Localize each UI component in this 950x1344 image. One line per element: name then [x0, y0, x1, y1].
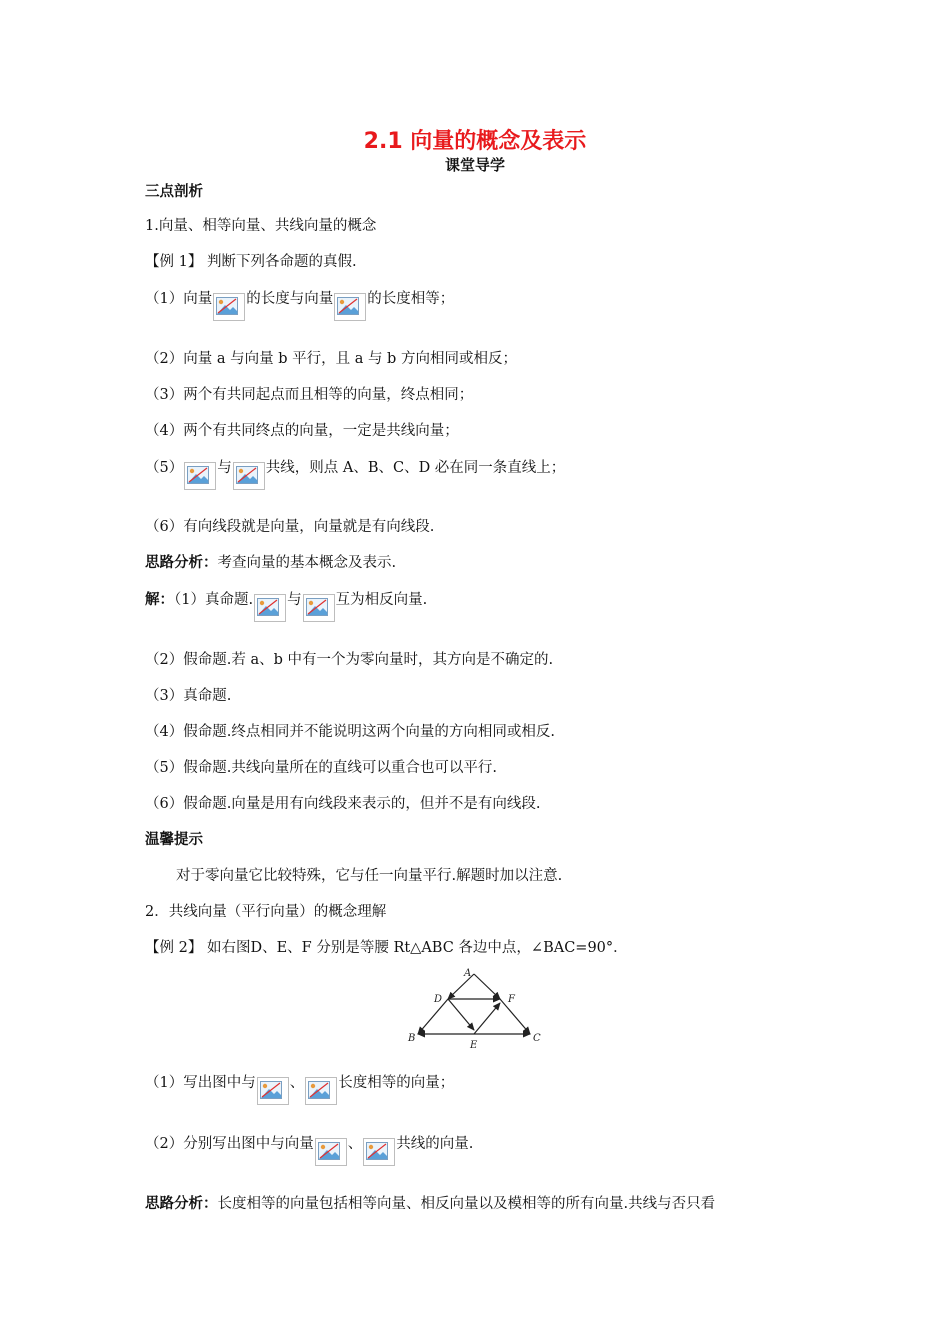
solution-label: 解： — [145, 592, 174, 608]
s1-text-c: 互为相反向量. — [335, 592, 428, 608]
example-1-label: 【例 1】 — [145, 254, 203, 270]
example-2-text: 如右图D、E、F 分别是等腰 Rt△ABC 各边中点，∠BAC=90°． — [202, 940, 628, 956]
ex2-question-2 — [145, 1132, 473, 1166]
ex2-q1-text-a: （1）写出图中与 — [145, 1075, 256, 1091]
vector-AF — [474, 974, 500, 999]
solution-6: （6）假命题.向量是用有向线段来表示的，但并不是有向线段. — [145, 796, 541, 812]
ex2-question-1 — [145, 1071, 454, 1105]
analysis-1 — [145, 551, 396, 572]
tip-text: 对于零向量它比较特殊，它与任一向量平行.解题时加以注意. — [176, 868, 563, 884]
vector-FC — [500, 999, 530, 1034]
question-5 — [145, 456, 565, 490]
page-title: 2.1 向量的概念及表示 — [363, 129, 587, 154]
s1-text-b: 与 — [287, 592, 302, 608]
vector-DE — [448, 999, 474, 1030]
broken-image-icon — [254, 594, 286, 622]
analysis-2 — [145, 1192, 715, 1213]
label-F: F — [508, 994, 515, 1005]
q1-text-c: 的长度相等； — [367, 291, 455, 307]
ex2-q1-text-c: 长度相等的向量； — [338, 1075, 455, 1091]
label-B: B — [408, 1033, 416, 1044]
ex2-q1-text-b: 、 — [289, 1075, 305, 1091]
solution-4: （4）假命题.终点相同并不能说明这两个向量的方向相同或相反. — [145, 724, 555, 740]
q5-text-a: （5） — [145, 460, 184, 476]
section-heading: 三点剖析 — [145, 184, 203, 200]
broken-image-icon — [363, 1138, 395, 1166]
question-1 — [145, 287, 454, 321]
q5-text-c: 共线，则点 A、B、C、D 必在同一条直线上； — [265, 460, 566, 476]
label-D: D — [434, 994, 443, 1005]
broken-image-icon — [233, 462, 265, 490]
broken-image-icon — [315, 1138, 347, 1166]
analysis-2-text: 长度相等的向量包括相等向量、相反向量以及模相等的所有向量.共线与否只看 — [217, 1196, 716, 1212]
broken-image-icon — [184, 462, 216, 490]
tip-heading: 温馨提示 — [145, 832, 203, 848]
analysis-2-label: 思路分析： — [145, 1196, 218, 1212]
analysis-label: 思路分析： — [145, 555, 218, 571]
ex2-q2-text-a: （2）分别写出图中与向量 — [145, 1136, 314, 1152]
ex2-q2-text-c: 共线的向量. — [396, 1136, 474, 1152]
question-3: （3）两个有共同起点而且相等的向量，终点相同； — [145, 387, 474, 403]
label-A: A — [464, 968, 472, 979]
s1-text-a: （1）真命题. — [174, 592, 254, 608]
topic-1-heading: 1.向量、相等向量、共线向量的概念 — [145, 218, 377, 234]
question-4: （4）两个有共同终点的向量，一定是共线向量； — [145, 423, 459, 439]
vector-EF — [474, 1003, 500, 1034]
broken-image-icon — [305, 1077, 337, 1105]
page-subtitle: 课堂导学 — [444, 156, 505, 174]
example-1-stem — [145, 250, 357, 271]
topic-2-heading: 2．共线向量（平行向量）的概念理解 — [145, 904, 387, 920]
broken-image-icon — [213, 293, 245, 321]
label-E: E — [470, 1040, 478, 1051]
q1-text-a: （1）向量 — [145, 291, 213, 307]
triangle-vector-figure — [404, 968, 554, 1078]
broken-image-icon — [257, 1077, 289, 1105]
example-2-label: 【例 2】 — [145, 940, 203, 956]
solution-5: （5）假命题.共线向量所在的直线可以重合也可以平行. — [145, 760, 497, 776]
analysis-text: 考查向量的基本概念及表示. — [217, 555, 397, 571]
label-C: C — [533, 1033, 541, 1044]
ex2-q2-text-b: 、 — [347, 1136, 363, 1152]
solution-2: （2）假命题.若 a、b 中有一个为零向量时，其方向是不确定的. — [145, 652, 554, 668]
broken-image-icon — [303, 594, 335, 622]
broken-image-icon — [334, 293, 366, 321]
example-2-stem — [145, 936, 628, 957]
solution-3: （3）真命题. — [145, 688, 232, 704]
q1-text-b: 的长度与向量 — [246, 291, 334, 307]
example-1-text: 判断下列各命题的真假. — [202, 254, 357, 270]
vector-DB — [418, 999, 448, 1034]
question-6: （6）有向线段就是向量，向量就是有向线段. — [145, 519, 435, 535]
question-2: （2）向量 a 与向量 b 平行，且 a 与 b 方向相同或相反； — [145, 351, 517, 367]
solution-1 — [145, 588, 427, 622]
q5-text-b: 与 — [217, 460, 232, 476]
